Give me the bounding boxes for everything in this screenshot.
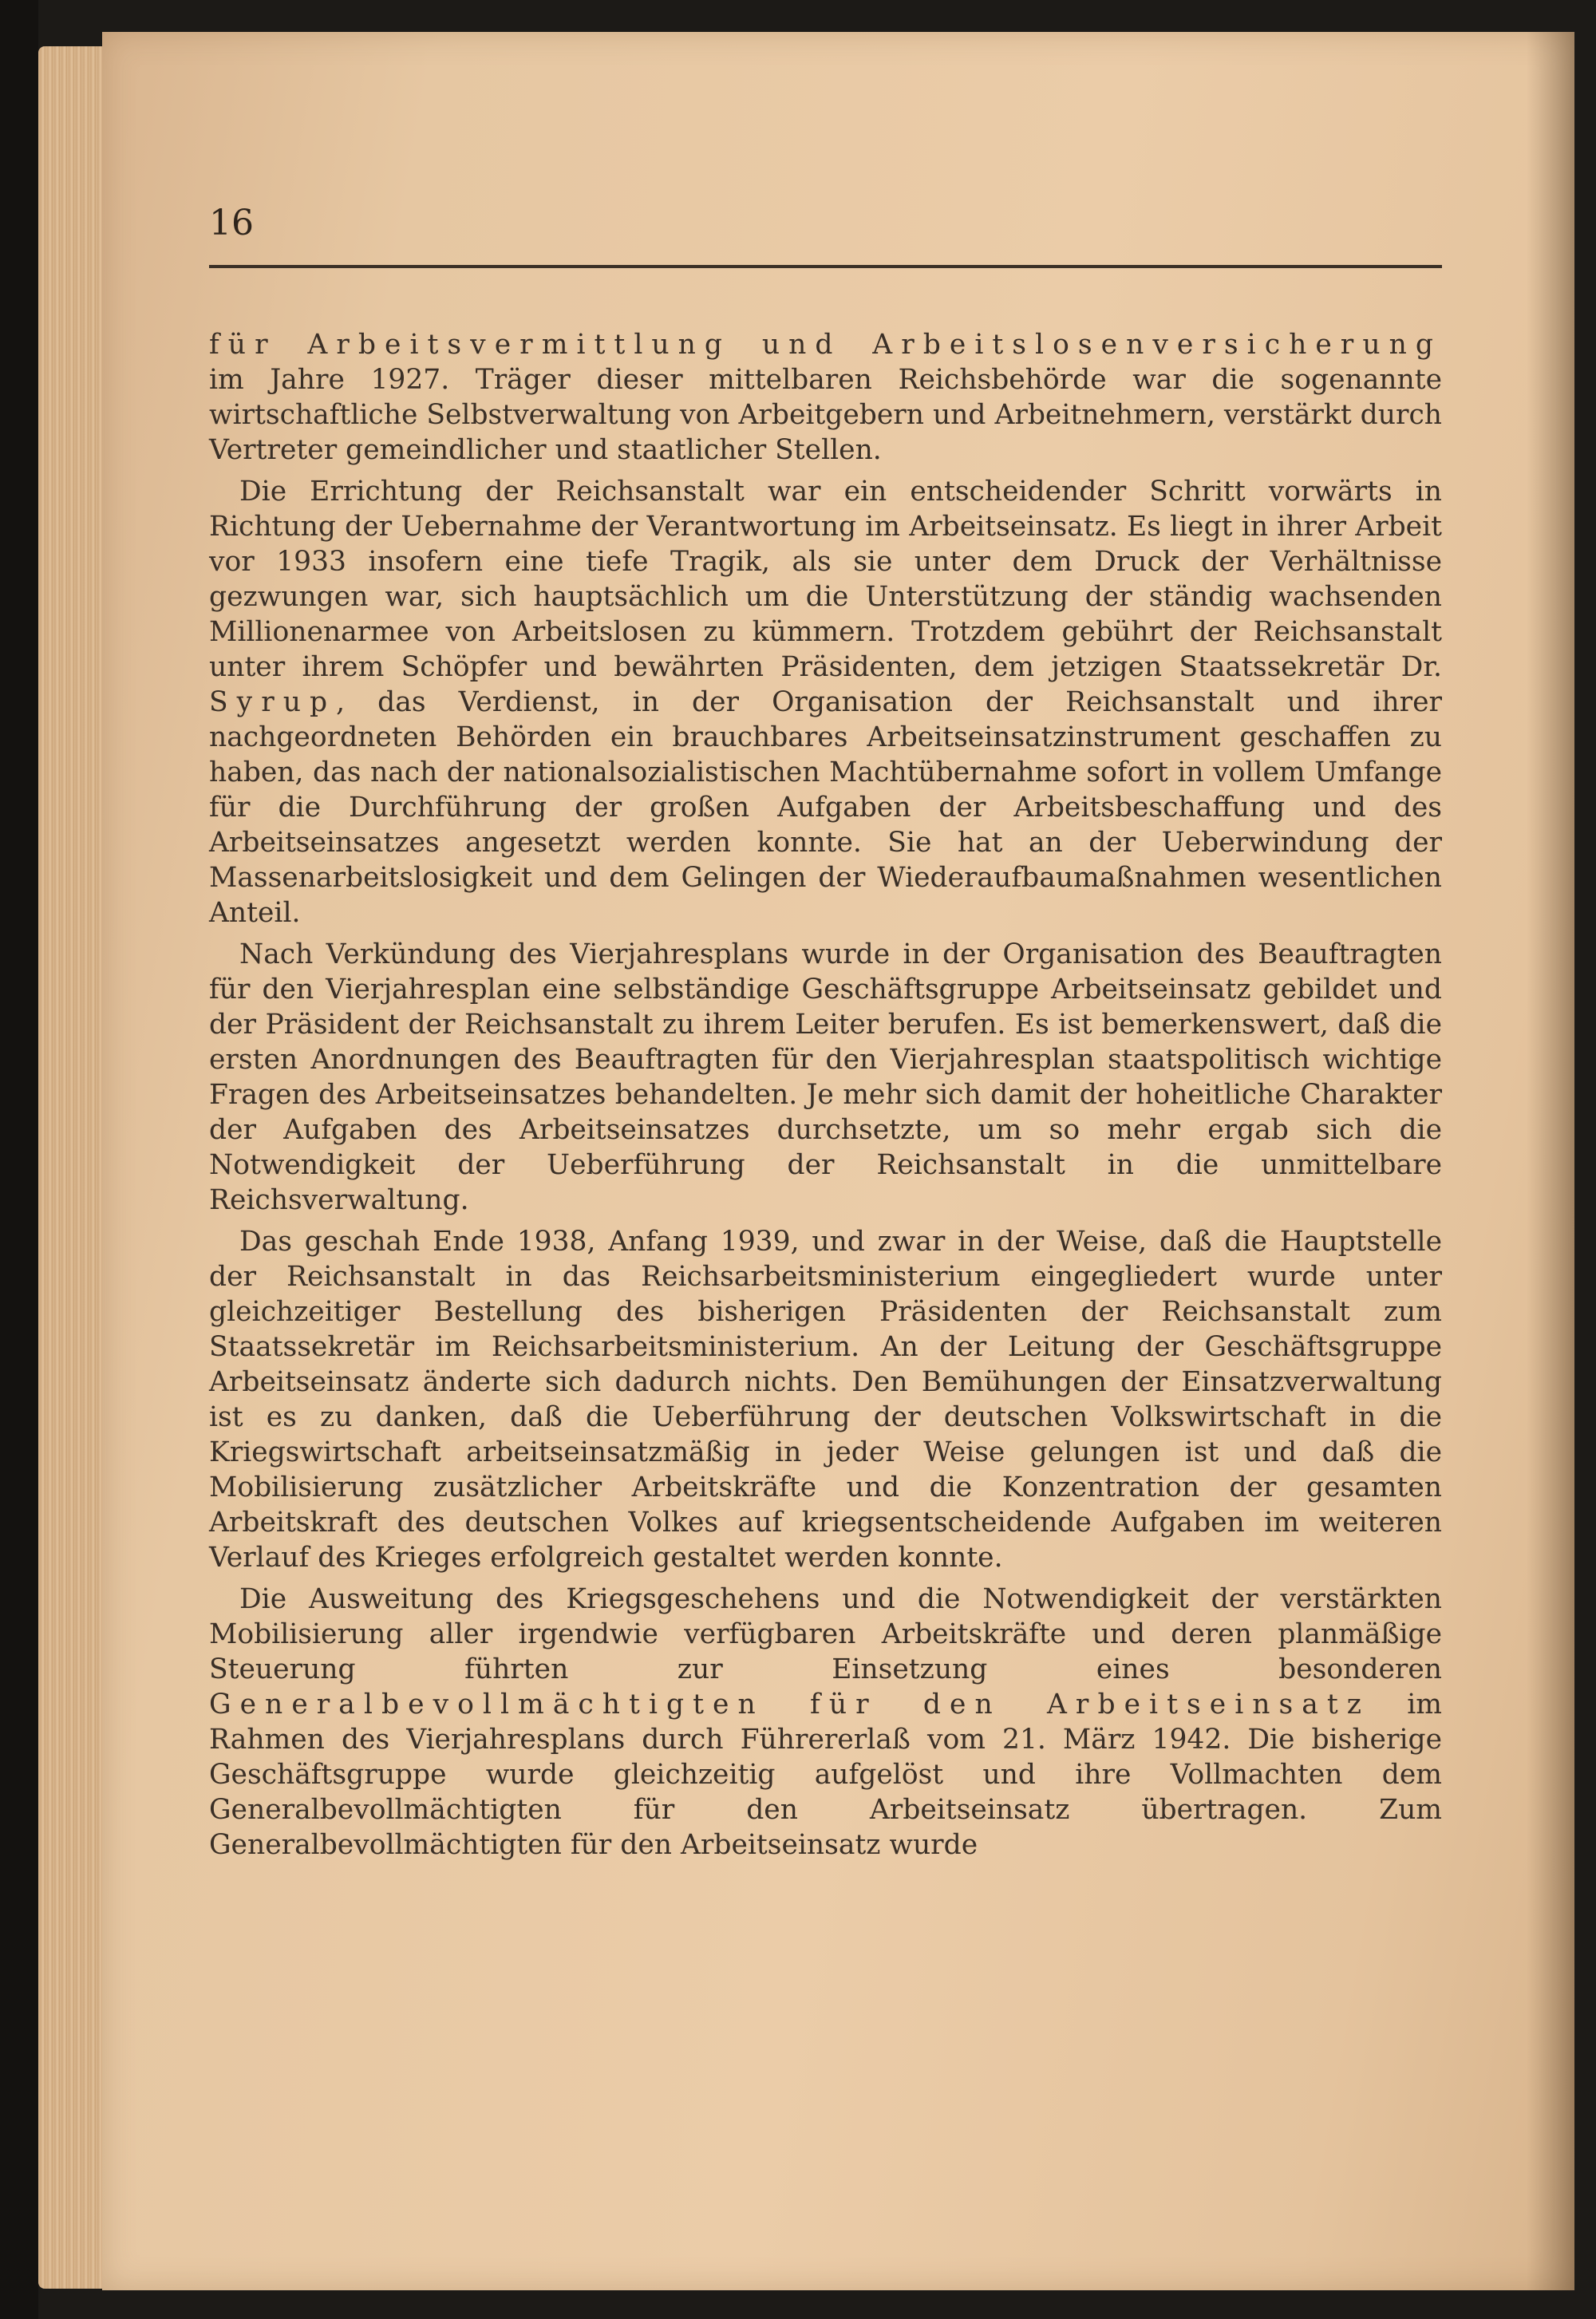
paragraph-3	[209, 937, 1442, 1218]
header-rule	[209, 265, 1442, 268]
paragraph-text-spaced: Generalbevollmächtigten für den Arbeitseinsatz	[209, 1689, 1371, 1720]
page-number: 16	[209, 203, 254, 243]
paragraph-text: , das Verdienst, in der Organisation der Reichsanstalt und ihrer nachgeordneten Behörden ein brauchbares Arbeitseinsatzinstrument geschaffen zu haben, das nach der nationalsozialistischen Machtübernahme sofort in vollem Umfange für die Durchführung der großen Aufgaben der Arbeitsbeschaffung und des Arbeitseinsatzes angesetzt werden konnte. Sie hat an der Ueberwindung der Massenarbeitslosigkeit und dem Gelingen der Wiederaufbaumaßnahmen wesentlichen Anteil.	[209, 686, 1442, 929]
paragraph-text-spaced: Syrup	[209, 686, 337, 718]
spine-shadow	[1527, 32, 1574, 2290]
paragraph-text: im Jahre 1927. Träger dieser mittelbaren Reichsbehörde war die sogenannte wirtschaftliche Selbstverwaltung von Arbeitgebern und Arbeitnehmern, verstärkt durch Vertreter gemeindlicher und staatlicher Stellen.	[209, 364, 1442, 466]
page-edges	[38, 46, 110, 2289]
body-text	[209, 327, 1442, 1869]
paragraph-2	[209, 474, 1442, 930]
paragraph-1	[209, 327, 1442, 468]
paragraph-text-spaced: für Arbeitsvermittlung und Arbeitslosenversicherung	[209, 329, 1442, 361]
paragraph-text: im Rahmen des Vierjahresplans durch Führererlaß vom 21. März 1942. Die bisherige Geschäftsgruppe wurde gleichzeitig aufgelöst und ihre Vollmachten dem Generalbevollmächtigten für den Arbeitseinsatz übertragen. Zum Generalbevollmächtigten für den Arbeitseinsatz wurde	[209, 1689, 1442, 1861]
scan-background	[0, 0, 38, 2319]
paragraph-4	[209, 1224, 1442, 1575]
paragraph-5	[209, 1582, 1442, 1863]
paragraph-text: Das geschah Ende 1938, Anfang 1939, und zwar in der Weise, daß die Hauptstelle der Reichsanstalt in das Reichsarbeitsministerium eingegliedert wurde unter gleichzeitiger Bestellung des bisherigen Präsidenten der Reichsanstalt zum Staatssekretär im Reichsarbeitsministerium. An der Leitung der Geschäftsgruppe Arbeitseinsatz änderte sich dadurch nichts. Den Bemühungen der Einsatzverwaltung ist es zu danken, daß die Ueberführung der deutschen Volkswirtschaft in die Kriegswirtschaft arbeitseinsatzmäßig in jeder Weise gelungen ist und daß die Mobilisierung zusätzlicher Arbeitskräfte und die Konzentration der gesamten Arbeitskraft des deutschen Volkes auf kriegsentscheidende Aufgaben im weiteren Verlauf des Krieges erfolgreich gestaltet werden konnte.	[209, 1226, 1442, 1574]
paragraph-text: Die Errichtung der Reichsanstalt war ein entscheidender Schritt vorwärts in Richtung der Uebernahme der Verantwortung im Arbeitseinsatz. Es liegt in ihrer Arbeit vor 1933 insofern eine tiefe Tragik, als sie unter dem Druck der Verhältnisse gezwungen war, sich hauptsächlich um die Unterstützung der ständig wachsenden Millionenarmee von Arbeitslosen zu kümmern. Trotzdem gebührt der Reichsanstalt unter ihrem Schöpfer und bewährten Präsidenten, dem jetzigen Staatssekretär Dr.	[209, 476, 1442, 683]
paragraph-text: Die Ausweitung des Kriegsgeschehens und die Notwendigkeit der verstärkten Mobilisierung aller irgendwie verfügbaren Arbeitskräfte und deren planmäßige Steuerung führten zur Einsetzung eines besonderen	[209, 1583, 1442, 1685]
paragraph-text: Nach Verkündung des Vierjahresplans wurde in der Organisation des Beauftragten für den Vierjahresplan eine selbständige Geschäftsgruppe Arbeitseinsatz gebildet und der Präsident der Reichsanstalt zu ihrem Leiter berufen. Es ist bemerkenswert, daß die ersten Anordnungen des Beauftragten für den Vierjahresplan staatspolitisch wichtige Fragen des Arbeitseinsatzes behandelten. Je mehr sich damit der hoheitliche Charakter der Aufgaben des Arbeitseinsatzes durchsetzte, um so mehr ergab sich die Notwendigkeit der Ueberführung der Reichsanstalt in die unmittelbare Reichsverwaltung.	[209, 938, 1442, 1216]
